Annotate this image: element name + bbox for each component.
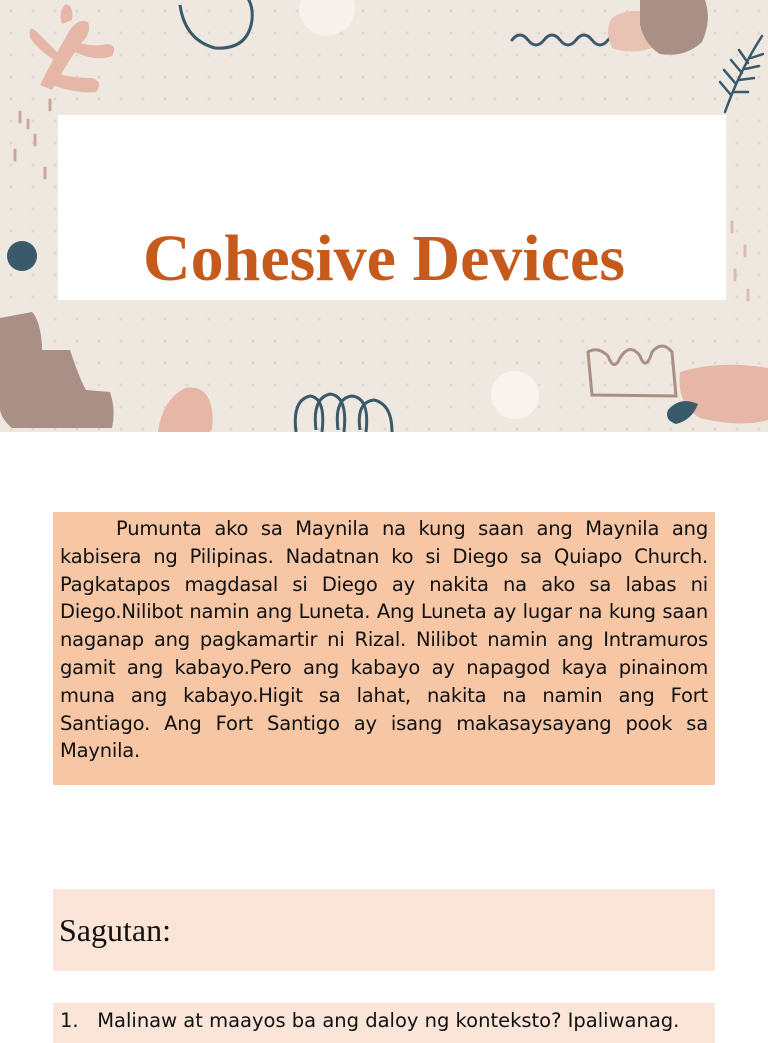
passage-box [53,512,715,785]
sagutan-heading: Sagutan: [59,912,171,948]
dash-marks-shape [15,100,50,178]
page-title: Cohesive Devices [142,222,626,295]
question-box [53,1003,715,1043]
sagutan-box [53,889,715,971]
step-block-shape [0,312,114,428]
loop-line-shape [180,0,252,48]
title-banner [0,0,768,432]
coral-leaf-shape [30,4,115,92]
leaf-shape [667,401,698,424]
blob-shape [158,387,213,432]
question-number: 1. [60,1009,79,1032]
passage-text: Pumunta ako sa Maynila na kung saan ang Maynila ang kabisera ng Pilipinas. Nadatnan ko si Diego sa Quiapo Church. Pagkatapos magdasal si Diego ay nakita na ako sa labas ni Diego.Nilibot namin ang Luneta. Ang Luneta ay lugar na kung saan naganap ang pagkamartir ni Rizal. Nilibot namin ang Intramuros gamit ang kabayo.Pero ang kabayo ay napagod kaya pinainom muna ang kabayo.Higit sa lahat, nakita na namin ang Fort Santiago. Ang Fort Santigo ay isang makasaysayang pook sa Maynila. [60,517,708,763]
question-text: Malinaw at maayos ba ang daloy ng konteksto? Ipaliwanag. [97,1009,680,1032]
fern-leaf-shape [720,36,763,112]
wave-line-shape [512,34,624,45]
squiggle-line-shape [295,394,392,432]
circle-shape [491,371,539,419]
crown-outline-shape [588,346,676,396]
question-item [60,1008,679,1034]
circle-shape [299,0,355,36]
blob-shape [679,365,768,424]
